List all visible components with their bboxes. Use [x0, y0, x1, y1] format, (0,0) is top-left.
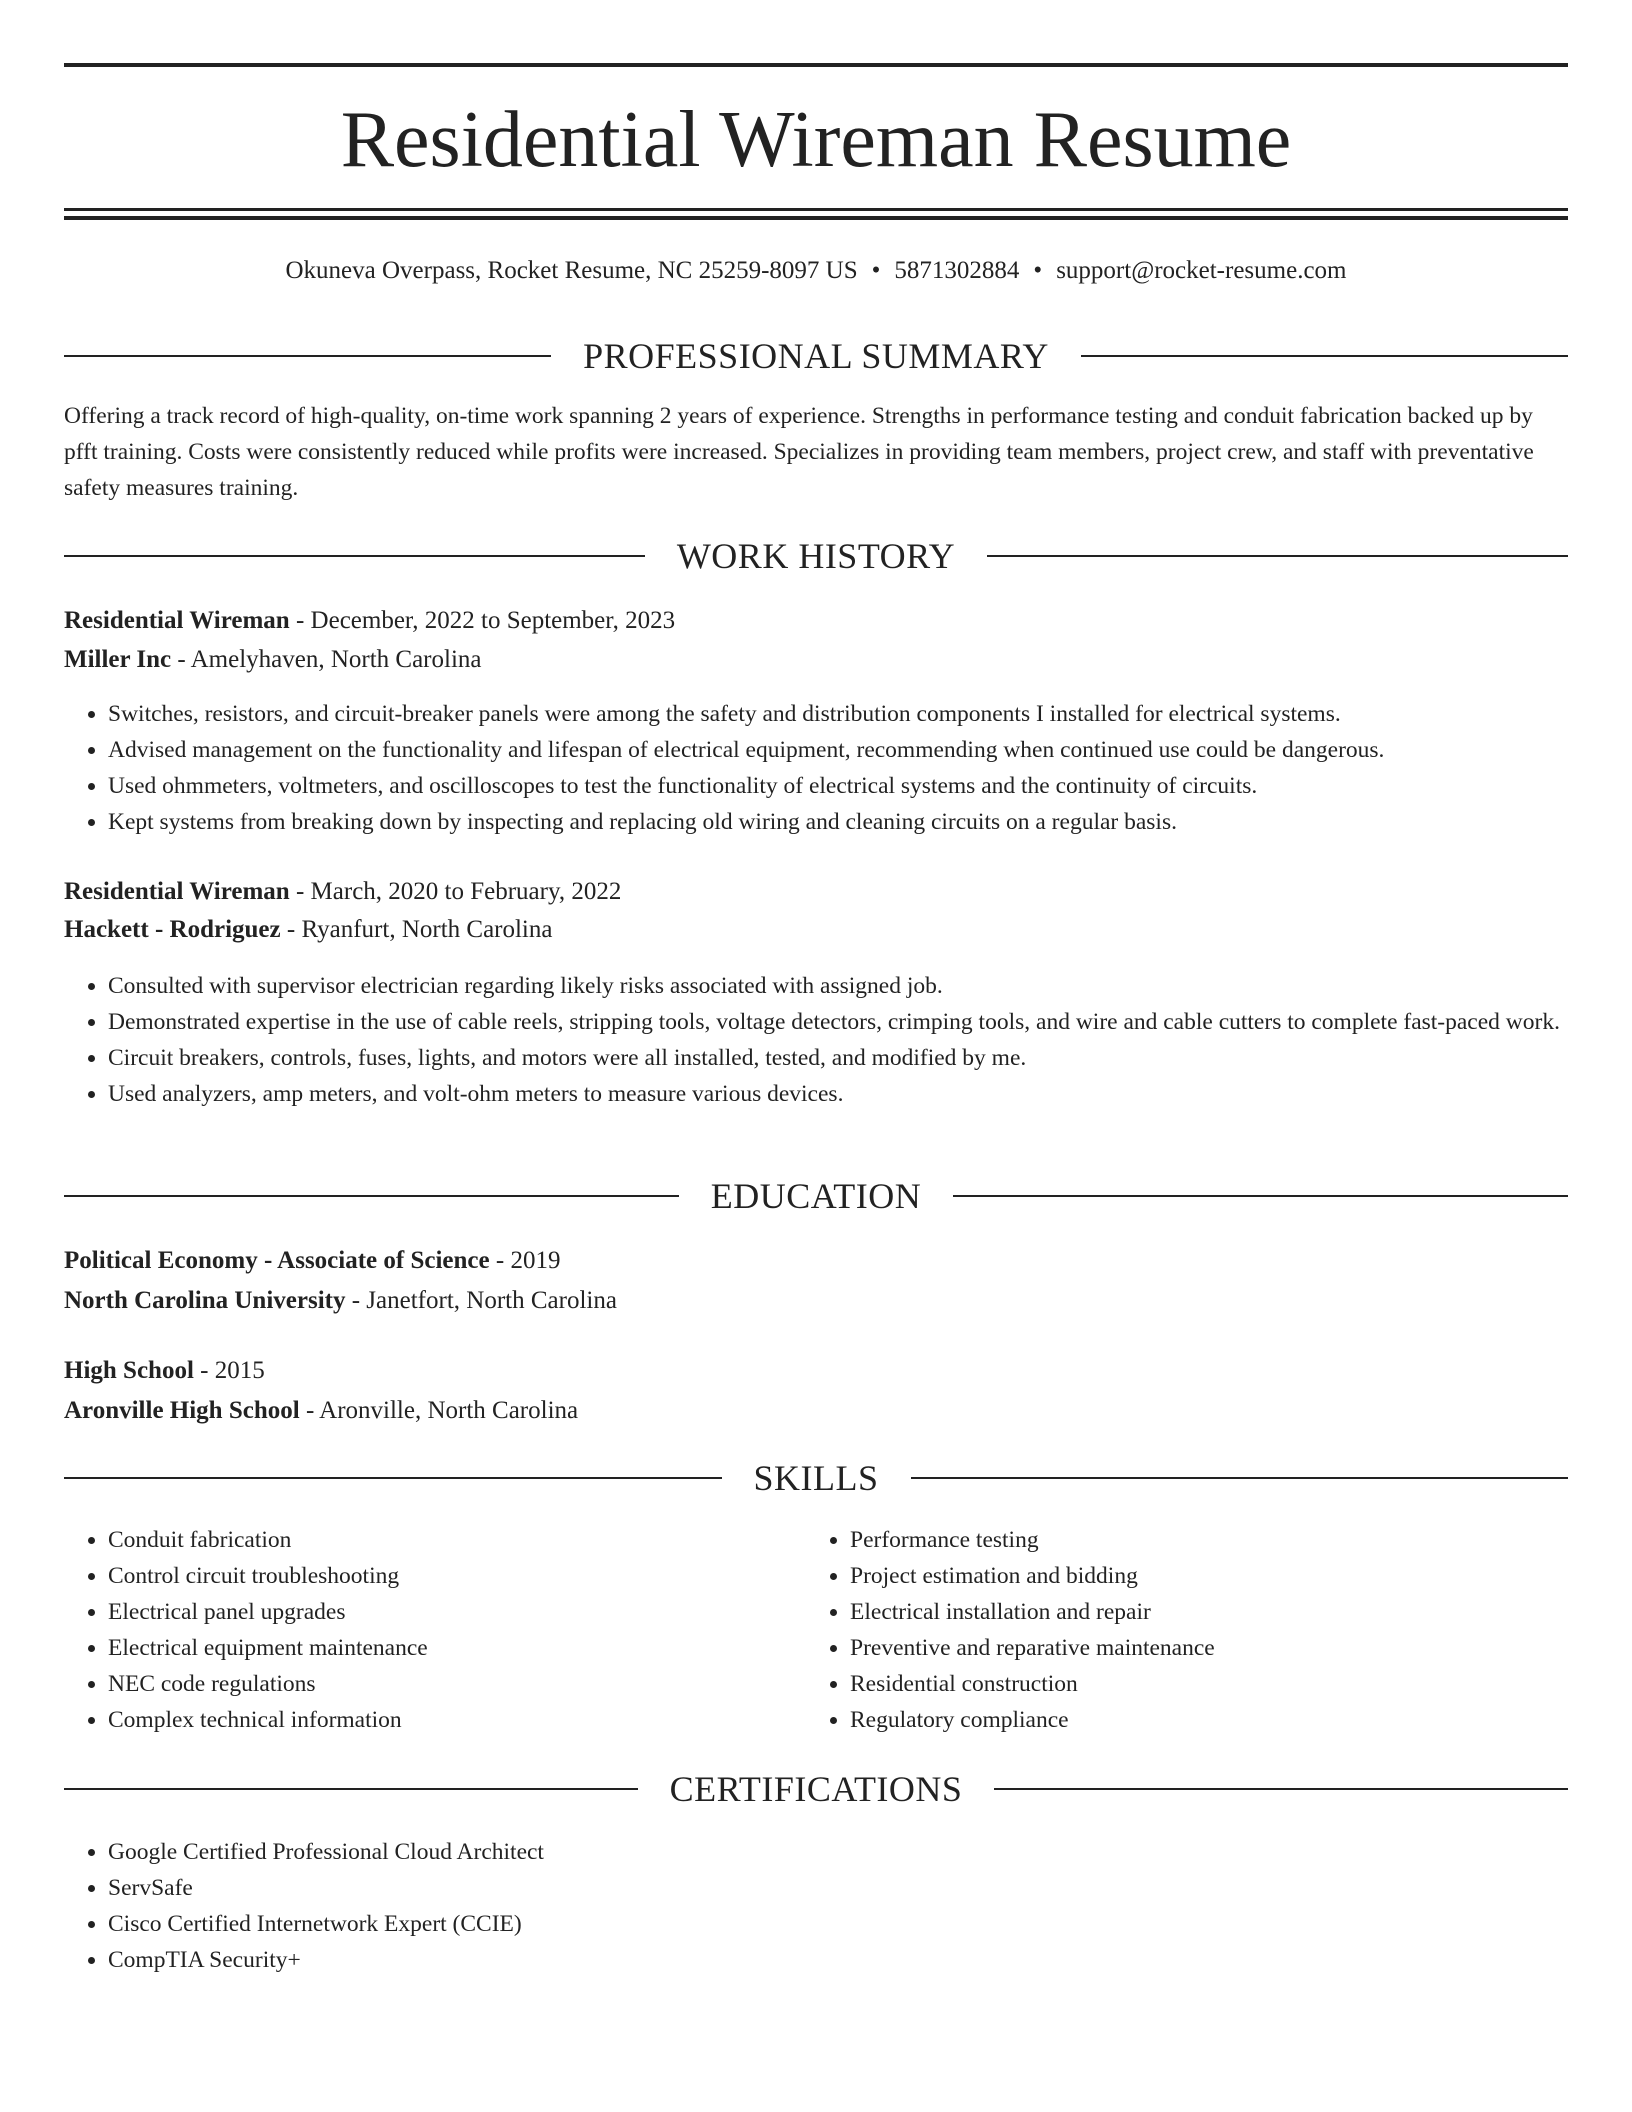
job-title: Residential Wireman	[64, 607, 290, 634]
skill-item: • Preventive and reparative maintenance	[850, 1630, 1550, 1666]
heading-rule-right	[994, 1788, 1568, 1790]
heading-rule-right	[953, 1195, 1568, 1197]
header-top-rule	[64, 63, 1568, 67]
education-school-line	[64, 1283, 1568, 1319]
summary-heading	[64, 334, 1568, 378]
contact-email: support@rocket-resume.com	[1056, 257, 1347, 284]
education-school: Aronville High School	[64, 1397, 300, 1424]
skill-item: • Electrical installation and repair	[850, 1594, 1550, 1630]
header-bottom-rule	[64, 208, 1568, 211]
list-item: • Consulted with supervisor electrician regarding likely risks associated with assigned job.	[108, 968, 1588, 1004]
heading-rule-right	[987, 555, 1568, 557]
education-location: - Janetfort, North Carolina	[345, 1287, 617, 1314]
education-degree-line	[64, 1353, 1568, 1389]
heading-rule-left	[64, 555, 645, 557]
list-item: • Advised management on the functionality and lifespan of electrical equipment, recommending when continued use could be dangerous.	[108, 732, 1568, 768]
contact-separator: •	[1033, 257, 1043, 284]
skill-item: • Control circuit troubleshooting	[108, 1558, 808, 1594]
heading-rule-left	[64, 1788, 638, 1790]
education-heading-label: EDUCATION	[710, 1176, 922, 1216]
work-history-heading	[64, 534, 1568, 578]
education-degree: Political Economy - Associate of Science	[64, 1247, 490, 1274]
skill-item: • Electrical panel upgrades	[108, 1594, 808, 1630]
job-company-line	[64, 642, 1568, 678]
heading-rule-left	[64, 355, 551, 357]
heading-rule-right	[1081, 355, 1568, 357]
job-location: - Amelyhaven, North Carolina	[171, 646, 482, 673]
certifications-heading	[64, 1767, 1568, 1811]
job-title: Residential Wireman	[64, 878, 290, 905]
contact-address: Okuneva Overpass, Rocket Resume, NC 25259-8097 US	[285, 257, 858, 284]
skill-item: • Complex technical information	[108, 1702, 808, 1738]
resume-title: Residential Wireman Resume	[340, 96, 1292, 184]
job-dates: - March, 2020 to February, 2022	[289, 878, 622, 905]
education-year: - 2015	[193, 1357, 265, 1384]
list-item: • Demonstrated expertise in the use of cable reels, stripping tools, voltage detectors, crimping tools, and wire and cable cutters to complete fast-paced work.	[108, 1004, 1588, 1040]
contact-line	[64, 254, 1568, 288]
summary-text: Offering a track record of high-quality, on-time work spanning 2 years of experience. Strengths in performance testing and conduit fabrication backed up by pfft training. Costs were consistently reduced while profits were increased. Specializes in providing team members, project crew, and staff with preventative safety measures training.	[64, 403, 1534, 501]
job-company: Miller Inc	[64, 646, 172, 673]
skill-item: • Regulatory compliance	[850, 1702, 1550, 1738]
list-item: • Switches, resistors, and circuit-breaker panels were among the safety and distribution components I installed for electrical systems.	[108, 696, 1568, 732]
job-company: Hackett - Rodriguez	[64, 916, 281, 943]
education-year: - 2019	[489, 1247, 561, 1274]
heading-rule-left	[64, 1477, 722, 1479]
header-bottom-rule-second	[64, 216, 1568, 220]
list-item: • Used ohmmeters, voltmeters, and oscilloscopes to test the functionality of electrical systems and the continuity of circuits.	[108, 768, 1568, 804]
certifications-list	[64, 1834, 1008, 1978]
education-heading	[64, 1174, 1568, 1218]
skill-item: • Project estimation and bidding	[850, 1558, 1550, 1594]
work-history-heading-label: WORK HISTORY	[676, 536, 956, 576]
certifications-heading-label: CERTIFICATIONS	[669, 1769, 963, 1809]
contact-phone: 5871302884	[894, 257, 1020, 284]
heading-rule-right	[911, 1477, 1569, 1479]
job-location: - Ryanfurt, North Carolina	[280, 916, 553, 943]
job-bullets	[64, 968, 1588, 1112]
skill-item: • NEC code regulations	[108, 1666, 808, 1702]
list-item: • Used analyzers, amp meters, and volt-ohm meters to measure various devices.	[108, 1076, 1588, 1112]
job-title-line	[64, 603, 1568, 639]
summary-heading-label: PROFESSIONAL SUMMARY	[583, 336, 1049, 376]
education-degree: High School	[64, 1357, 194, 1384]
job-bullets	[64, 696, 1568, 840]
education-school: North Carolina University	[64, 1287, 346, 1314]
skills-list-left	[64, 1522, 808, 1738]
certification-item: • Google Certified Professional Cloud Architect	[108, 1834, 1008, 1870]
skill-item: • Residential construction	[850, 1666, 1550, 1702]
education-school-line	[64, 1393, 1568, 1429]
skills-list-right	[806, 1522, 1550, 1738]
certification-item: • CompTIA Security+	[108, 1942, 1008, 1978]
list-item: • Circuit breakers, controls, fuses, lights, and motors were all installed, tested, and modified by me.	[108, 1040, 1588, 1076]
skill-item: • Performance testing	[850, 1522, 1550, 1558]
certification-item: • Cisco Certified Internetwork Expert (CCIE)	[108, 1906, 1008, 1942]
job-title-line	[64, 874, 1568, 910]
list-item: • Kept systems from breaking down by inspecting and replacing old wiring and cleaning circuits on a regular basis.	[108, 804, 1568, 840]
job-company-line	[64, 912, 1568, 948]
skills-heading-label: SKILLS	[753, 1458, 879, 1498]
education-location: - Aronville, North Carolina	[299, 1397, 579, 1424]
skill-item: • Conduit fabrication	[108, 1522, 808, 1558]
skill-item: • Electrical equipment maintenance	[108, 1630, 808, 1666]
contact-separator: •	[871, 257, 881, 284]
certification-item: • ServSafe	[108, 1870, 1008, 1906]
job-dates: - December, 2022 to September, 2023	[289, 607, 676, 634]
education-degree-line	[64, 1243, 1568, 1279]
heading-rule-left	[64, 1195, 679, 1197]
skills-heading	[64, 1456, 1568, 1500]
